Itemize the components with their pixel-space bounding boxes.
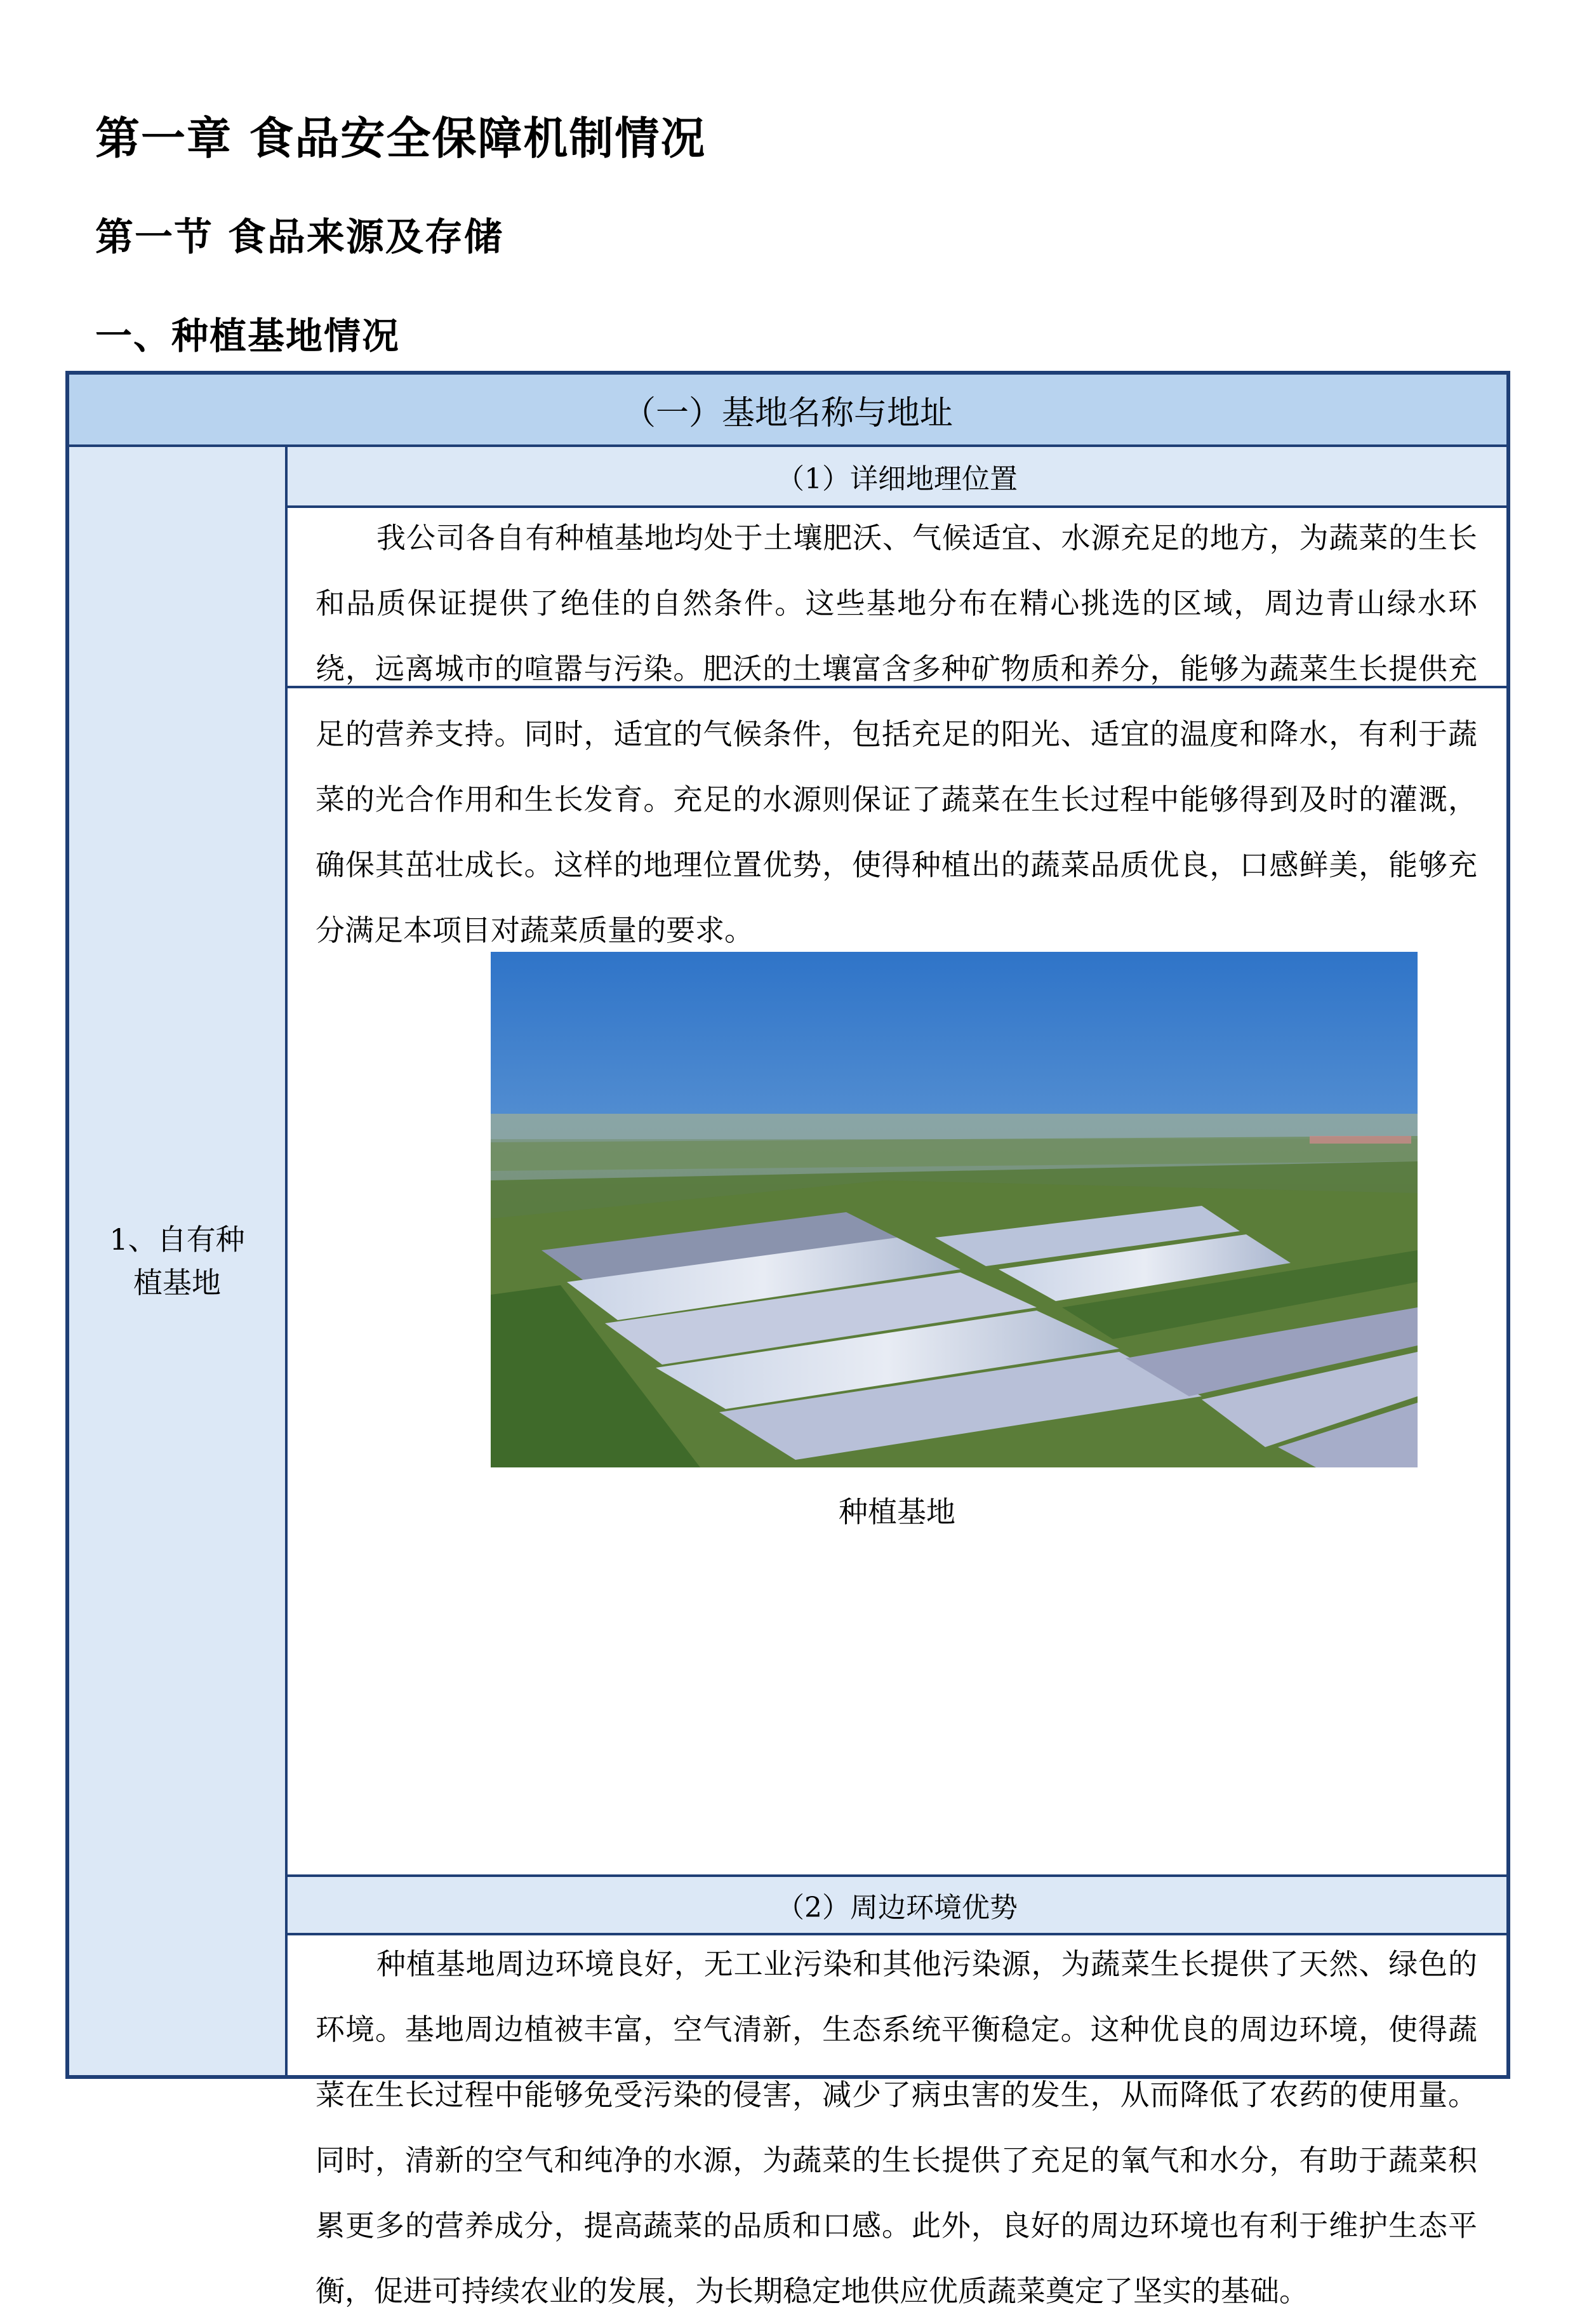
subheading-location: （1）详细地理位置 — [288, 447, 1506, 508]
paragraph-environment: 种植基地周边环境良好，无工业污染和其他污染源，为蔬菜生长提供了天然、绿色的环境。基地周边植被丰富，空气清新，生态系统平衡稳定。这种优良的周边环境，使得蔬菜在生长过程中能够免受污染的侵害，减少了病虫害的发生，从而降低了农药的使用量。同时，清新的空气和纯净的水源，为蔬菜的生长提供了充足的氧气和水分，有助于蔬菜积累更多的营养成分，提高蔬菜的品质和口感。此外，良好的周边环境也有利于维护生态平衡，促进可持续农业的发展，为长期稳定地供应优质蔬菜奠定了坚实的基础。 — [316, 1947, 1477, 2308]
row-label-cell — [69, 447, 288, 2075]
greenhouse-photo — [491, 952, 1418, 1467]
section-title: 第一节 食品来源及存储 — [95, 215, 503, 260]
info-table — [65, 371, 1510, 2308]
subsection-title: 一、种植基地情况 — [95, 314, 401, 357]
table-header: （一）基地名称与地址 — [69, 375, 1506, 447]
row-label: 1、自有种植基地 — [109, 1222, 245, 1300]
chapter-title: 第一章 食品安全保障机制情况 — [95, 112, 707, 164]
image-cell — [288, 952, 1506, 1874]
image-caption: 种植基地 — [839, 1495, 955, 1529]
paragraph-location: 我公司各自有种植基地均处于土壤肥沃、气候适宜、水源充足的地方，为蔬菜的生长和品质保证提供了绝佳的自然条件。这些基地分布在精心挑选的区域，周边青山绿水环绕，远离城市的喧嚣与污染。肥沃的土壤富含多种矿物质和养分，能够为蔬菜生长提供充足的营养支持。同时，适宜的气候条件，包括充足的阳光、适宜的温度和降水，有利于蔬菜的光合作用和生长发育。充足的水源则保证了蔬菜在生长过程中能够得到及时的灌溉，确保其茁壮成长。这样的地理位置优势，使得种植出的蔬菜品质优良，口感鲜美，能够充分满足本项目对蔬菜质量的要求。 — [288, 505, 1506, 688]
subheading-environment: （2）周边环境优势 — [288, 1874, 1506, 1935]
